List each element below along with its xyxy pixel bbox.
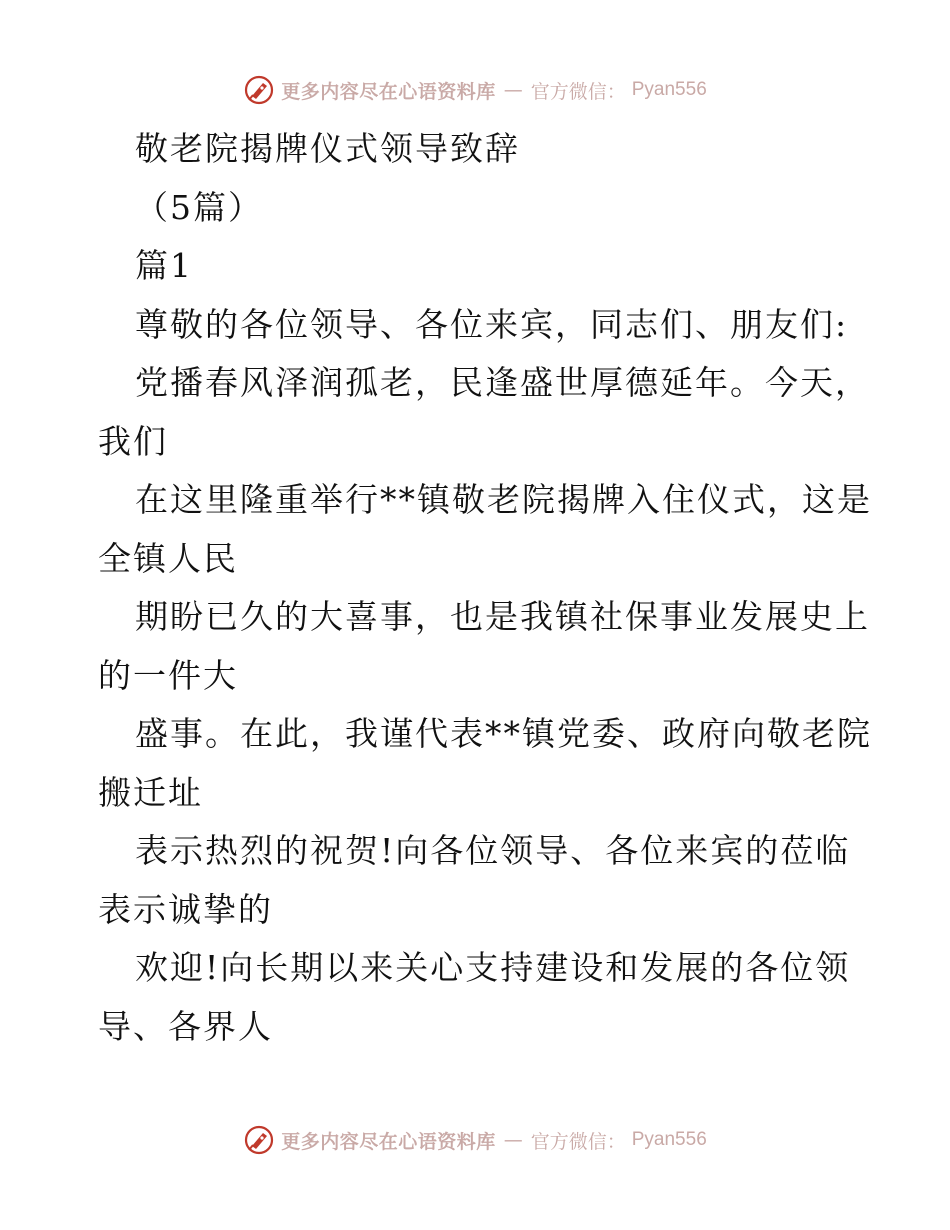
watermark-dash: — <box>503 1129 523 1151</box>
document-subtitle: （5篇） <box>135 187 263 227</box>
body-line: 表示热烈的祝贺!向各位领导、各位来宾的莅临 <box>135 831 851 870</box>
document-title: 敬老院揭牌仪式领导致辞 <box>135 129 520 168</box>
body-line: 在这里隆重举行**镇敬老院揭牌入住仪式，这是 <box>135 480 872 519</box>
body-line: 尊敬的各位领导、各位来宾，同志们、朋友们: <box>135 304 849 344</box>
watermark-slogan: 更多内容尽在心语资料库 <box>281 1130 496 1153</box>
watermark-group <box>243 74 707 106</box>
body-line: 搬迁址 <box>98 772 203 812</box>
body-line: 盛事。在此，我谨代表**镇党委、政府向敬老院 <box>135 714 872 753</box>
body-line: 的一件大 <box>98 655 238 695</box>
document-body <box>98 120 878 1056</box>
watermark-wechat-label: 官方微信： <box>530 1130 626 1153</box>
body-line: 期盼已久的大喜事，也是我镇社保事业发展史上 <box>135 597 870 636</box>
watermark-wechat-label: 官方微信： <box>530 80 626 103</box>
header-watermark <box>0 70 950 110</box>
body-line: 导、各界人 <box>98 1006 273 1046</box>
body-line: 我们 <box>98 421 168 461</box>
watermark-group <box>243 1124 707 1156</box>
watermark-slogan: 更多内容尽在心语资料库 <box>281 80 496 103</box>
pen-nib-logo-icon <box>243 74 275 106</box>
section-heading: 篇1 <box>135 246 193 285</box>
footer-watermark <box>0 1120 950 1160</box>
body-line: 欢迎!向长期以来关心支持建设和发展的各位领 <box>135 948 851 987</box>
watermark-wechat-id: Pyan556 <box>631 1129 707 1150</box>
watermark-dash: — <box>503 79 523 101</box>
body-line: 党播春风泽润孤老，民逢盛世厚德延年。今天， <box>135 363 870 402</box>
body-line: 全镇人民 <box>98 538 238 578</box>
pen-nib-logo-icon <box>243 1124 275 1156</box>
body-line: 表示诚挚的 <box>98 889 273 929</box>
watermark-wechat-id: Pyan556 <box>631 79 707 100</box>
